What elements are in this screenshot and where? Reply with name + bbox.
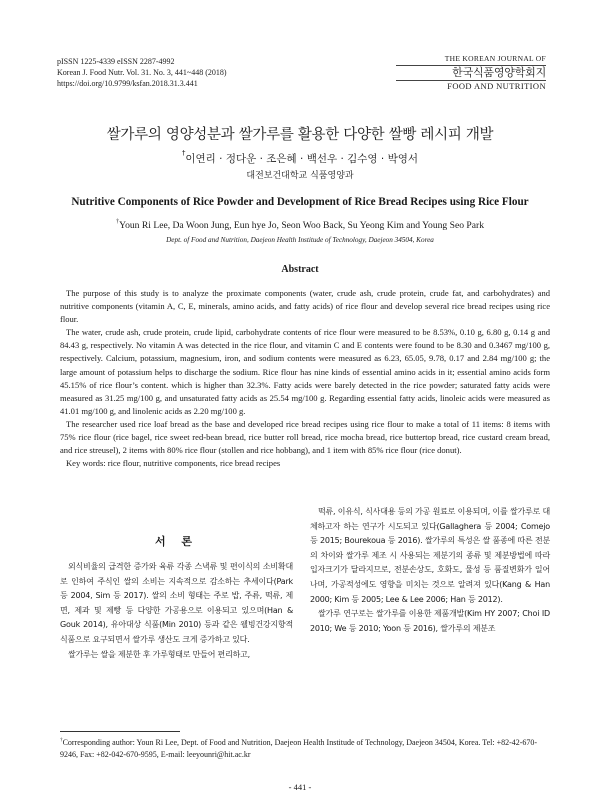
authors-ko-names: 이연리 · 정다운 · 조은혜 · 백선우 · 김수영 · 박영서 [185, 153, 419, 165]
citation-line: Korean J. Food Nutr. Vol. 31. No. 3, 441~448 (2018) [57, 68, 227, 77]
journal-logo [396, 54, 546, 91]
authors-ko [0, 151, 600, 166]
citation-block [57, 56, 227, 89]
corresponding-mark: † [115, 218, 120, 225]
footnote-divider [60, 731, 180, 732]
left-column [60, 560, 293, 662]
paper-title-ko: 쌀가루의 영양성분과 쌀가루를 활용한 다양한 쌀빵 레시피 개발 [106, 127, 494, 143]
section-heading-introduction: 서 론 [154, 535, 199, 548]
journal-name-en-bottom: FOOD AND NUTRITION [396, 80, 546, 91]
body-paragraph: 외식비율의 급격한 증가와 육류 각종 스낵류 및 편이식의 소비확대로 인하여 주식인 쌀의 소비는 지속적으로 감소하는 추세이다(Park 등 2004, Sim 등 2017). 쌀의 소비 형태는 주로 밥, 주류, 떡류, 제면, 제과 및 제빵 등 다양한 가공용으로 이용되고 있으며(Han & Gouk 2014), 유아대상 식품(Min 2010) 등과 같은 웰빙건강지향적 식품으로 요구되면서 쌀가루 생산도 크게 증가하고 있다. [60, 562, 293, 644]
affiliation-ko: 대전보건대학교 식품영양과 [246, 171, 354, 181]
body-paragraph: 쌀가루는 쌀을 제분한 후 가루형태로 만들어 편리하고, [68, 649, 251, 659]
corresponding-mark: † [181, 149, 186, 157]
doi-link[interactable]: https://doi.org/10.9799/ksfan.2018.31.3.441 [57, 79, 198, 88]
paper-title-en: Nutritive Components of Rice Powder and Development of Rice Bread Recipes using Rice Flour [71, 196, 529, 208]
abstract-paragraph: The water, crude ash, crude protein, crude lipid, carbohydrate contents of rice flour were measured to be 8.53%, 0.10 g, 6.80 g, 0.14 g and 84.43 g, respectively. No vitamin A was detected in the rice flour, and vitamin C and E contents were found to be 8.30 and 0.3467 mg/100 g, respectively. Calcium, potassium, magnesium, iron, and sodium contents were measured as 6.23, 65.05, 9.78, 0.17 and 2.84 mg/100 g; the large amount of potassium helps to discharge the sodium. Rice flour has nine kinds of essential amino acids in it; essential amino acids form 45.15% of rice flour’s content. which is higher than 32.3%. Fatty acids were barely detected in the rice powder; saturated fatty acids were measured as 31.25 mg/100 g, and unsaturated fatty acids as 25.54 mg/100 g. Regarding essential fatty acids, linoleic acids were measured as 41.01 mg/100 g, and linolenic acids as 2.20 mg/100 g. [60, 327, 550, 416]
authors-en-names: Youn Ri Lee, Da Woon Jung, Eun hye Jo, Seon Woo Back, Su Yeong Kim and Young Seo Park [119, 220, 485, 231]
keywords: Key words: rice flour, nutritive components, rice bread recipes [66, 458, 281, 469]
abstract-paragraph: The researcher used rice loaf bread as the base and developed rice bread recipes using rice flour to make a total of 11 items: 8 items with 75% rice flour (rice bagel, rice sweet red-bean bread, rice butter roll bread, rice mocha bread, rice buttertop bread, rice custard cream bread, and rice streusel), 2 items with 80% rice flour (stollen and rice hobbang), and 1 item with 85% rice flour (rice donut). [60, 418, 550, 456]
page-number: - 441 - [288, 782, 312, 792]
footnote-text: Corresponding author: Youn Ri Lee, Dept. of Food and Nutrition, Daejeon Health Institude of Technology, Daejeon 34504, Korea. Tel: +82-42-670-9246, Fax: +82-042-670-9595, E-mail: leeyounri@hit.ac.kr [60, 738, 538, 759]
issn-line: pISSN 1225-4339 eISSN 2287-4992 [57, 57, 175, 66]
abstract-body [60, 287, 550, 470]
affiliation-en: Dept. of Food and Nutrition, Daejeon Health Institude of Technology, Daejeon 34504, Korea [166, 236, 434, 244]
journal-name-en-top: THE KOREAN JOURNAL OF [396, 54, 546, 66]
abstract-paragraph: The purpose of this study is to analyze the proximate components (water, crude ash, crude protein, crude fat, and carbohydrates) and nutritive components (vitamin A, C, E, minerals, amino acids, and fatty acids) of rice flour and develop several rice bread recipes using rice flour. [60, 288, 550, 325]
body-paragraph: 쌀가루 연구로는 쌀가루를 이용한 제품개발(Kim HY 2007; Choi ID 2010; We 등 2010; Yoon 등 2016), 쌀가루의 제분조 [310, 609, 550, 633]
footnote [60, 737, 550, 761]
abstract-heading: Abstract [281, 264, 319, 275]
journal-name-ko: 한국식품영양학회지 [452, 66, 546, 79]
body-paragraph: 떡류, 이유식, 식사대용 등의 가공 원료로 이용되며, 이를 쌀가루로 대체하고자 하는 연구가 시도되고 있다(Gallaghera 등 2004; Comejo 등 2015; Bourekoua 등 2016). 쌀가루의 특성은 쌀 품종에 따른 전분의 차이와 쌀가루 제조 시 사용되는 제분기의 종류 및 제분방법에 따라 입자크기가 달라지므로, 전분손상도, 호화도, 물성 등 품질변화가 일어나며, 가공적성에도 영향을 미치는 것으로 알려져 있다(Kang & Han 2000; Kim 등 2005; Lee & Lee 2006; Han 등 2012). [310, 507, 550, 604]
right-column [310, 505, 550, 636]
footnote-mark: † [60, 737, 63, 743]
authors-en [0, 220, 600, 231]
